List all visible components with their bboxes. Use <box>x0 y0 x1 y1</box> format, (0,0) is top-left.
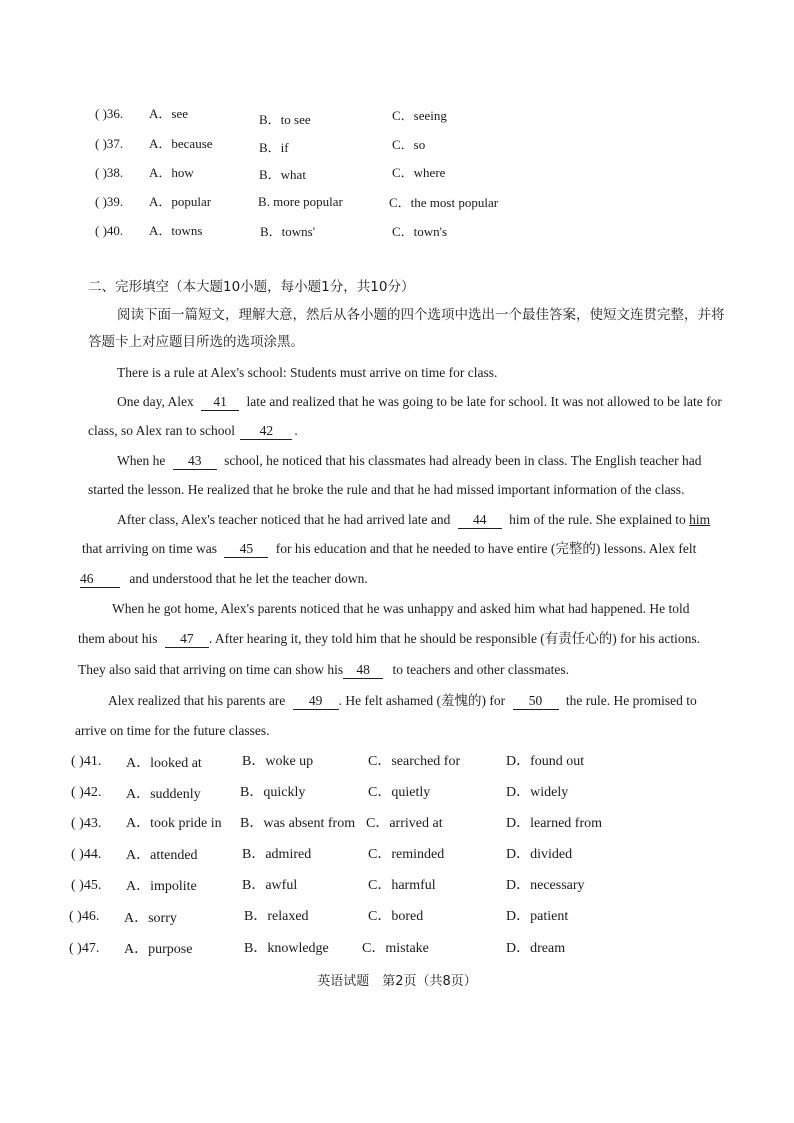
blank-44: 44 <box>458 512 502 529</box>
section-heading: 二、完形填空（本大题10小题，每小题1分，共10分） <box>88 279 415 295</box>
question-number: ( )40. <box>95 223 124 238</box>
passage-line <box>108 686 697 716</box>
passage-text: late and realized that he was going to be late for school. It was not allowed to be late for <box>246 394 722 409</box>
option-b: B．knowledge <box>244 941 329 956</box>
option-c: C．harmful <box>368 878 436 893</box>
passage-line <box>88 416 298 446</box>
passage-text: for his education and that he needed to have entire (完整的) lessons. Alex felt <box>275 541 697 556</box>
option-c: C．seeing <box>392 108 447 123</box>
instruction-line-2: 答题卡上对应题目所选的选项涂黑。 <box>88 334 304 350</box>
option-c: C．so <box>392 137 426 152</box>
passage-text: After class, Alex's teacher noticed that he had arrived late and <box>117 512 451 527</box>
passage-line <box>117 387 722 417</box>
blank-43: 43 <box>173 453 217 470</box>
question-number: ( )39. <box>95 194 124 209</box>
passage-line <box>78 624 700 654</box>
blank-42: 42 <box>240 423 292 440</box>
blank-45: 45 <box>224 541 268 558</box>
option-d: D．widely <box>506 785 569 800</box>
blank-50: 50 <box>513 693 559 710</box>
question-number: ( )41. <box>71 754 102 769</box>
question-number: ( )42. <box>71 785 102 800</box>
passage-text: class, so Alex ran to school <box>88 423 235 438</box>
question-number: ( )46. <box>69 909 100 924</box>
option-d: D．patient <box>506 909 569 924</box>
option-c: C．searched for <box>368 754 461 769</box>
option-d: D．necessary <box>506 878 585 893</box>
passage-text: . After hearing it, they told him that he should be responsible (有责任心的) for his actions. <box>208 631 701 646</box>
blank-48: 48 <box>343 662 383 679</box>
option-a: A．impolite <box>126 879 197 894</box>
passage-text: When he <box>117 453 166 468</box>
passage-text: that arriving on time was <box>82 541 217 556</box>
question-number: ( )43. <box>71 816 102 831</box>
passage-text: Alex realized that his parents are <box>108 693 286 708</box>
passage-text-underlined: him <box>689 512 711 527</box>
passage-text: them about his <box>78 631 158 646</box>
option-c: C．quietly <box>368 785 431 800</box>
option-b: B．towns' <box>260 224 316 239</box>
passage-line <box>117 446 701 476</box>
option-d: D．dream <box>506 941 566 956</box>
passage-text: the rule. He promised to <box>565 693 697 708</box>
option-d: D．learned from <box>506 816 603 831</box>
question-number: ( )45. <box>71 878 102 893</box>
option-a: A．looked at <box>126 756 202 771</box>
page-footer: 英语试题 第2页（共8页） <box>317 974 477 989</box>
passage-text: and understood that he let the teacher down. <box>129 571 368 586</box>
passage-text: When he got home, Alex's parents noticed that he was unhappy and asked him what had happened. He told <box>112 601 690 616</box>
question-number: ( )37. <box>95 136 124 151</box>
option-a: A．how <box>149 165 194 180</box>
option-b: B．admired <box>242 847 312 862</box>
blank-47: 47 <box>165 631 209 648</box>
question-number: ( )44. <box>71 847 102 862</box>
passage-line <box>75 716 270 746</box>
section-instruction <box>117 300 725 330</box>
option-b: B．was absent from <box>240 816 356 831</box>
passage-text: to teachers and other classmates. <box>392 662 570 677</box>
passage-line <box>80 564 368 594</box>
passage-text: There is a rule at Alex's school: Students must arrive on time for class. <box>117 365 498 380</box>
question-number: ( )38. <box>95 165 124 180</box>
section-instruction-cont <box>88 327 304 357</box>
passage-text: . He felt ashamed (羞愧的) for <box>338 693 506 708</box>
instruction-line-1: 阅读下面一篇短文，理解大意，然后从各小题的四个选项中选出一个最佳答案，使短文连贯完整，并将 <box>117 307 725 323</box>
option-a: A．purpose <box>124 942 193 957</box>
passage-line <box>88 475 684 505</box>
option-b: B．if <box>259 140 289 155</box>
option-a: A．towns <box>149 223 203 238</box>
blank-41: 41 <box>201 394 239 411</box>
passage-text: They also said that arriving on time can show his <box>78 662 344 677</box>
option-d: D．divided <box>506 847 573 862</box>
option-c: C．bored <box>368 909 424 924</box>
question-number: ( )36. <box>95 106 124 121</box>
option-a: A．sorry <box>124 911 177 926</box>
option-b: B．to see <box>259 112 311 127</box>
blank-49: 49 <box>293 693 339 710</box>
option-a: A．attended <box>126 848 198 863</box>
passage-line <box>117 358 497 388</box>
blank-46: 46 <box>80 571 120 588</box>
option-c: C．the most popular <box>389 195 499 210</box>
option-c: C．town's <box>392 224 448 239</box>
passage-line <box>78 655 569 685</box>
passage-text: started the lesson. He realized that he broke the rule and that he had missed important information of the class. <box>88 482 685 497</box>
option-b: B．relaxed <box>244 909 309 924</box>
option-c: C．arrived at <box>366 816 443 831</box>
option-a: A．because <box>149 136 213 151</box>
question-number: ( )47. <box>69 941 100 956</box>
option-a: A．see <box>149 106 188 121</box>
option-a: A．took pride in <box>126 816 222 831</box>
passage-line <box>117 505 710 535</box>
passage-text: One day, Alex <box>117 394 194 409</box>
option-b: B．woke up <box>242 754 314 769</box>
passage-text: school, he noticed that his classmates had already been in class. The English teacher had <box>224 453 702 468</box>
passage-line <box>112 594 690 624</box>
option-b: B．what <box>259 167 306 182</box>
option-b: B. more popular <box>258 194 343 209</box>
option-a: A．popular <box>149 194 212 209</box>
passage-text: arrive on time for the future classes. <box>75 723 270 738</box>
option-a: A．suddenly <box>126 787 201 802</box>
option-b: B．quickly <box>240 785 306 800</box>
option-b: B．awful <box>242 878 298 893</box>
passage-line <box>82 534 696 564</box>
option-d: D．found out <box>506 754 585 769</box>
option-c: C．reminded <box>368 847 445 862</box>
option-c: C．mistake <box>362 941 429 956</box>
option-c: C．where <box>392 165 446 180</box>
passage-text: him of the rule. She explained to <box>509 512 686 527</box>
passage-text: . <box>294 423 298 438</box>
